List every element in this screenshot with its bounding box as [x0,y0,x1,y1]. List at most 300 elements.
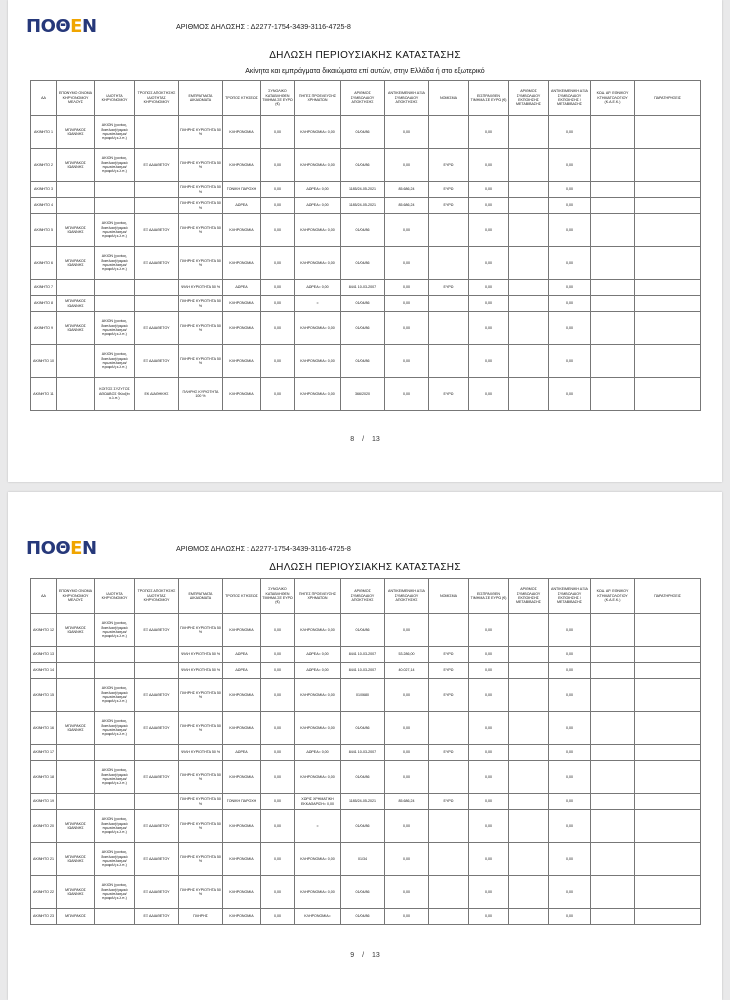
table-row [31,280,701,296]
table-cell: 0,00 [469,149,509,182]
document-page-9 [8,492,722,1000]
table-cell: 53.286,00 [385,647,429,663]
table-cell: ΑΚΙΝΗΤΟ 5 [31,214,57,247]
table-row [31,876,701,909]
table-cell [95,647,135,663]
table-cell: 0,00 [469,909,509,925]
column-header: ΠΑΡΑΤΗΡΗΣΕΙΣ [635,81,701,116]
table-cell: 0,00 [385,843,429,876]
column-header: ΤΡΟΠΟΣ ΚΤΗΣΕΩΣ [223,81,261,116]
table-cell: 0,00 [469,810,509,843]
table-cell: ΠΛΗΡΗΣ ΚΥΡΙΟΤΗΤΑ 50 % [179,794,223,810]
table-cell [135,794,179,810]
table-cell: ΑΚΙΟΝ (γονέας, διαπλοκή/γαμικό πρωτόπλασμα/προφιλή κ.λ.π.) [95,712,135,745]
table-cell: ΚΛΗΡΟΝΟΜΙΑ= 0,00 [295,378,341,411]
table-cell [135,198,179,214]
table-cell: 0,00 [261,810,295,843]
table-cell [635,345,701,378]
table-cell: 0,00 [549,679,591,712]
table-cell [95,909,135,925]
table-cell: ΧΩΡΙΣ ΧΡΗΜΑΤΙΚΗ ΕΚΚΑΘΑΡΙΣΗ= 0,00 [295,794,341,810]
table-cell: ΕΞ ΑΔΙΑΘΕΤΟΥ [135,761,179,794]
table-cell: ΑΚΙΝΗΤΟ 15 [31,679,57,712]
page-number: 9 / 13 [350,952,380,959]
table-cell: 0,00 [261,149,295,182]
table-cell: 0,00 [469,116,509,149]
assets-table [30,578,701,925]
table-cell: ΑΚΙΟΝ (γονέας, διαπλοκή/γαμικό πρωτόπλασμα/προφιλή κ.λ.π.) [95,247,135,280]
table-cell: ΑΚΙΝΗΤΟ 21 [31,843,57,876]
table-cell: 01/04/86 [341,149,385,182]
table-cell: 0,00 [385,712,429,745]
table-cell: ΠΛΗΡΗΣ ΚΥΡΙΟΤΗΤΑ 50 % [179,312,223,345]
column-header: ΕΙΣΠΡΑΧΘΕΝ ΤΙΜΗΜΑ ΣΕ ΕΥΡΩ (€) [469,81,509,116]
table-cell [429,247,469,280]
document-page-8 [8,0,722,482]
table-cell: 0,00 [385,761,429,794]
table-cell: ΚΛΗΡΟΝΟΜΙΑ [223,909,261,925]
table-cell: ΚΛΗΡΟΝΟΜΙΑ [223,712,261,745]
table-cell [635,843,701,876]
table-cell: 0,00 [385,149,429,182]
table-cell [591,280,635,296]
table-cell: ΕΞ ΑΔΙΑΘΕΤΟΥ [135,909,179,925]
table-cell: 01/04/86 [341,116,385,149]
table-cell: 1185/24-05-2021 [341,794,385,810]
table-cell: 0,00 [261,280,295,296]
table-cell: ΚΛΗΡΟΝΟΜΙΑ [223,378,261,411]
table-cell: ΑΚΙΝΗΤΟ 18 [31,761,57,794]
table-cell: 1185/24-05-2021 [341,182,385,198]
table-cell: ΑΚΙΟΝ (γονέας, διαπλοκή/γαμικό πρωτόπλασμα/προφιλή κ.λ.π.) [95,810,135,843]
table-cell: ΕΥΡΩ [429,794,469,810]
table-cell: ΠΛΗΡΗΣ ΚΥΡΙΟΤΗΤΑ 50 % [179,614,223,647]
table-cell [591,843,635,876]
column-header: ΙΔΙΟΤΗΤΑ ΚΗΡΥΟΝΟΜΟΥ [95,81,135,116]
table-cell [591,296,635,312]
table-cell: ΠΛΗΡΗΣ ΚΥΡΙΟΤΗΤΑ 50 % [179,247,223,280]
column-header: ΑΑ [31,81,57,116]
table-row [31,810,701,843]
table-cell [591,116,635,149]
table-cell: ΕΞ ΑΔΙΑΘΕΤΟΥ [135,712,179,745]
table-cell: 0,00 [469,679,509,712]
table-cell: ΑΚΙΟΝ (γονέας, διαπλοκή/γαμικό πρωτόπλασμα/προφιλή κ.λ.π.) [95,614,135,647]
table-cell: 0,00 [549,296,591,312]
table-cell: 0,00 [549,214,591,247]
table-cell: ΕΚ ΔΙΑΘΗΚΗΣ [135,378,179,411]
table-cell [95,296,135,312]
table-cell [509,182,549,198]
table-cell: = [295,296,341,312]
table-cell: 0,00 [469,198,509,214]
table-cell: ΑΚΙΝΗΤΟ 14 [31,663,57,679]
table-cell: ΚΛΗΡΟΝΟΜΙΑ [223,614,261,647]
table-cell: ΚΛΗΡΟΝΟΜΙΑ [223,312,261,345]
table-cell: 0,00 [261,876,295,909]
table-cell: 0,00 [549,663,591,679]
table-cell: 0,00 [549,745,591,761]
table-cell [591,149,635,182]
table-row [31,745,701,761]
table-cell: ΕΥΡΩ [429,149,469,182]
column-header: ΕΠΩΝΥΜΟ ΟΝΟΜΑ ΚΗΡΥΟΝΟΜΟΥ ΜΕΛΟΥΣ [57,579,95,614]
table-cell: ΜΠΛΙΡΑΚΟΣ [57,909,95,925]
table-cell: ΚΛΗΡΟΝΟΜΙΑ= [295,909,341,925]
table-cell [429,876,469,909]
table-cell [635,876,701,909]
table-cell: 85.686,24 [385,182,429,198]
table-cell: ΚΛΗΡΟΝΟΜΙΑ [223,810,261,843]
table-cell: 8441 10-03-2007 [341,647,385,663]
table-cell: 0,00 [549,647,591,663]
table-cell: 0,00 [549,116,591,149]
table-cell: ΑΚΙΟΝ (γονέας, διαπλοκή/γαμικό πρωτόπλασμα/προφιλή κ.λ.π.) [95,345,135,378]
table-cell [57,345,95,378]
table-cell: 0,00 [261,378,295,411]
table-cell [429,810,469,843]
table-cell: ΠΛΗΡΗΣ ΚΥΡΙΟΤΗΤΑ 50 % [179,810,223,843]
table-row [31,663,701,679]
table-cell: ΑΚΙΝΗΤΟ 8 [31,296,57,312]
table-cell [95,198,135,214]
table-cell: 0,00 [385,116,429,149]
table-cell [135,663,179,679]
table-cell: 0,00 [549,614,591,647]
table-cell: 0,00 [261,794,295,810]
table-cell: 0,00 [469,312,509,345]
table-cell [635,614,701,647]
table-row [31,214,701,247]
table-cell: 01/04/86 [341,345,385,378]
table-cell: ΓΟΝΙΚΗ ΠΑΡΟΧΗ [223,182,261,198]
table-row [31,909,701,925]
table-cell: ΚΛΗΡΟΝΟΜΙΑ [223,214,261,247]
table-cell: ΚΛΗΡΟΝΟΜΙΑ [223,116,261,149]
table-cell: 0,00 [261,182,295,198]
table-row [31,378,701,411]
table-cell: ΜΠΛΙΡΑΚΟΣ ΙΩΑΝΝΗΣ [57,614,95,647]
table-cell: 0,00 [549,182,591,198]
table-cell: ΚΛΗΡΟΝΟΜΙΑ= 0,00 [295,679,341,712]
table-cell: ΕΥΡΩ [429,647,469,663]
table-cell: ΜΠΛΙΡΑΚΟΣ ΙΩΑΝΝΗΣ [57,116,95,149]
table-cell: 0,00 [261,712,295,745]
column-header: ΣΥΝΟΛΙΚΟ ΚΑΤΑΒΛΗΘΕΝ ΤΙΜΗΜΑ ΣΕ ΕΥΡΩ (€) [261,579,295,614]
table-cell: ΑΚΙΝΗΤΟ 1 [31,116,57,149]
table-cell: 0,00 [469,663,509,679]
table-cell: 0,00 [469,794,509,810]
table-cell [509,214,549,247]
table-cell [509,810,549,843]
table-cell: 0,00 [261,116,295,149]
table-cell: 01/04/86 [341,876,385,909]
table-cell [591,214,635,247]
table-cell [591,614,635,647]
table-cell [635,116,701,149]
table-cell: ΕΞ ΑΔΙΑΘΕΤΟΥ [135,810,179,843]
table-cell [429,116,469,149]
table-cell: 0,00 [549,345,591,378]
table-cell: 0,00 [261,198,295,214]
table-cell: ΠΛΗΡΗΣ ΚΥΡΙΟΤΗΤΑ 50 % [179,198,223,214]
table-cell: ΑΚΙΝΗΤΟ 16 [31,712,57,745]
table-cell: 01/04/86 [341,247,385,280]
document-title: ΔΗΛΩΣΗ ΠΕΡΙΟΥΣΙΑΚΗΣ ΚΑΤΑΣΤΑΣΗΣ [269,562,461,573]
table-cell: ΕΞ ΑΔΙΑΘΕΤΟΥ [135,247,179,280]
table-cell [635,149,701,182]
table-cell: ΚΛΗΡΟΝΟΜΙΑ [223,761,261,794]
table-cell: ΠΛΗΡΗΣ ΚΥΡΙΟΤΗΤΑ 50 % [179,843,223,876]
table-cell [57,745,95,761]
table-cell: ΑΚΙΟΝ (γονέας, διαπλοκή/γαμικό πρωτόπλασμα/προφιλή κ.λ.π.) [95,761,135,794]
table-cell [57,761,95,794]
table-cell: ΑΚΙΝΗΤΟ 17 [31,745,57,761]
table-cell: ΨΙΛΗ ΚΥΡΙΟΤΗΤΑ 50 % [179,663,223,679]
table-cell: 85.686,24 [385,794,429,810]
table-cell: ΑΚΙΝΗΤΟ 13 [31,647,57,663]
table-cell: ΠΛΗΡΗΣ ΚΥΡΙΟΤΗΤΑ 50 % [179,296,223,312]
table-row [31,312,701,345]
table-cell: ΑΚΙΟΝ (γονέας, διαπλοκή/γαμικό πρωτόπλασμα/προφιλή κ.λ.π.) [95,214,135,247]
table-cell [591,794,635,810]
table-cell: 0,00 [469,745,509,761]
table-cell [429,614,469,647]
table-cell [429,909,469,925]
table-cell [635,794,701,810]
table-cell: 0,00 [469,614,509,647]
table-cell: 8441 10-03-2007 [341,663,385,679]
table-cell [509,247,549,280]
table-cell [635,296,701,312]
table-cell [591,679,635,712]
table-cell: 01/04/86 [341,614,385,647]
column-header: ΑΡΙΘΜΟΣ ΣΥΜΒΟΛΑΙΟΥ ΕΚΠΟΙΗΣΗΣ ΜΕΤΑΒΙΒΑΣΗΣ [509,81,549,116]
table-cell [429,843,469,876]
table-cell [135,182,179,198]
table-cell: ΔΩΡΕΑ= 0,00 [295,198,341,214]
table-cell: ΠΛΗΡΗΣ ΚΥΡΙΟΤΗΤΑ 50 % [179,712,223,745]
document-subtitle: Ακίνητα και εμπράγματα δικαιώματα επί αυτών, στην Ελλάδα ή στο εξωτερικό [245,68,485,75]
table-cell: = [295,810,341,843]
table-cell: ΔΩΡΕΑ= 0,00 [295,745,341,761]
table-cell: 0,00 [549,843,591,876]
table-cell: 0,00 [261,663,295,679]
table-cell: 0,00 [549,794,591,810]
column-header: ΑΑ [31,579,57,614]
table-cell [591,182,635,198]
declaration-number: ΑΡΙΘΜΟΣ ΔΗΛΩΣΗΣ : Δ2277-1754-3439-3116-4725-8 [176,22,351,31]
table-cell: ΕΞ ΑΔΙΑΘΕΤΟΥ [135,149,179,182]
table-cell: 85.686,24 [385,198,429,214]
column-header: ΝΟΜΙΣΜΑ [429,81,469,116]
table-cell [509,312,549,345]
table-cell: 0,00 [385,810,429,843]
table-cell [57,280,95,296]
table-cell [635,663,701,679]
table-cell [635,679,701,712]
table-cell: 0,00 [261,909,295,925]
table-cell: ΑΚΙΝΗΤΟ 6 [31,247,57,280]
table-row [31,345,701,378]
table-cell: ΜΠΛΙΡΑΚΟΣ ΙΩΑΝΝΗΣ [57,214,95,247]
table-row [31,679,701,712]
table-cell: 0,00 [549,312,591,345]
table-cell: ΚΛΗΡΟΝΟΜΙΑ= 0,00 [295,116,341,149]
potheen-logo: ΠΟΘΕΝ [26,16,97,37]
table-cell: 1185/24-05-2021 [341,198,385,214]
table-cell: ΚΛΗΡΟΝΟΜΙΑ= 0,00 [295,214,341,247]
table-cell: 0,00 [469,761,509,794]
table-cell: 8441 10-03-2007 [341,280,385,296]
page-header [26,14,706,38]
table-cell: 0,00 [469,214,509,247]
table-cell [57,794,95,810]
table-cell [429,761,469,794]
table-cell [95,182,135,198]
table-cell [509,296,549,312]
table-cell: 0,00 [549,876,591,909]
table-cell: ΚΛΗΡΟΝΟΜΙΑ= 0,00 [295,876,341,909]
table-cell [57,679,95,712]
table-cell [57,182,95,198]
table-cell [591,378,635,411]
table-cell: 8441 10-03-2007 [341,745,385,761]
table-cell: ΕΞ ΑΔΙΑΘΕΤΟΥ [135,312,179,345]
table-cell: 0,00 [261,745,295,761]
table-row [31,712,701,745]
table-cell [509,378,549,411]
table-cell: ΑΚΙΝΗΤΟ 10 [31,345,57,378]
table-header-row [31,81,701,116]
table-cell: 0,00 [385,378,429,411]
table-cell: ΑΚΙΝΗΤΟ 23 [31,909,57,925]
table-cell: ΠΛΗΡΗΣ ΚΥΡΙΟΤΗΤΑ 50 % [179,679,223,712]
table-cell: 0,00 [385,280,429,296]
table-cell: ΔΩΡΕΑ [223,647,261,663]
table-cell: ΕΞ ΑΔΙΑΘΕΤΟΥ [135,214,179,247]
table-cell [591,247,635,280]
table-cell [591,712,635,745]
table-cell: 0,00 [469,296,509,312]
table-cell: ΚΛΗΡΟΝΟΜΙΑ [223,149,261,182]
table-cell [509,149,549,182]
table-cell [509,712,549,745]
table-cell: ΑΚΙΝΗΤΟ 20 [31,810,57,843]
table-cell: 0,00 [261,312,295,345]
table-cell: 0,00 [469,182,509,198]
table-cell: ΑΚΙΟΝ (γονέας, διαπλοκή/γαμικό πρωτόπλασμα/προφιλή κ.λ.π.) [95,843,135,876]
page-number: 8 / 13 [350,436,380,443]
table-row [31,647,701,663]
column-header: ΚΩΔ. ΑΡ. ΕΘΝΙΚΟΥ ΚΤΗΜΑΤΟΛΟΓΙΟΥ (Κ.Α.Ε.Κ.) [591,579,635,614]
table-cell: ΚΛΗΡΟΝΟΜΙΑ [223,679,261,712]
table-cell: 0,00 [261,843,295,876]
table-cell: 01/04/86 [341,712,385,745]
table-cell [635,280,701,296]
column-header: ΠΑΡΑΤΗΡΗΣΕΙΣ [635,579,701,614]
table-cell: 01/04/86 [341,214,385,247]
table-cell: 0,00 [385,909,429,925]
table-cell: 0,00 [385,679,429,712]
table-cell: ΜΠΛΙΡΑΚΟΣ ΙΩΑΝΝΗΣ [57,876,95,909]
table-cell [635,909,701,925]
column-header: ΑΡΙΘΜΟΣ ΣΥΜΒΟΛΑΙΟΥ ΕΚΠΟΙΗΣΗΣ ΜΕΤΑΒΙΒΑΣΗΣ [509,579,549,614]
table-cell: 0,00 [385,312,429,345]
table-cell: ΕΥΡΩ [429,378,469,411]
table-cell: ΑΚΙΟΝ (γονέας, διαπλοκή/γαμικό πρωτόπλασμα/προφιλή κ.λ.π.) [95,116,135,149]
table-cell: ΑΚΙΟΝ (γονέας, διαπλοκή/γαμικό πρωτόπλασμα/προφιλή κ.λ.π.) [95,312,135,345]
table-cell: 0,00 [261,614,295,647]
table-cell: ΠΛΗΡΗΣ ΚΥΡΙΟΤΗΤΑ 50 % [179,149,223,182]
column-header: ΑΝΤΙΚΕΙΜΕΝΙΚΗ ΑΞΙΑ ΣΥΜΒΟΛΑΙΟΥ ΑΠΟΚΤΗΣΗΣ [385,579,429,614]
table-cell [635,214,701,247]
table-cell: 0,00 [261,761,295,794]
table-cell: ΠΛΗΡΗΣ ΚΥΡΙΟΤΗΤΑ 50 % [179,761,223,794]
column-header: ΕΠΩΝΥΜΟ ΟΝΟΜΑ ΚΗΡΥΟΝΟΜΟΥ ΜΕΛΟΥΣ [57,81,95,116]
table-cell [509,794,549,810]
table-row [31,116,701,149]
column-header: ΕΜΠΡΑΓΜΑΤΑ ΔΙΚΑΙΩΜΑΤΑ [179,81,223,116]
table-cell [591,198,635,214]
table-cell: ΔΩΡΕΑ [223,745,261,761]
table-cell [57,647,95,663]
table-cell [429,296,469,312]
table-cell [635,378,701,411]
table-cell: 0,00 [469,876,509,909]
table-cell [509,909,549,925]
table-cell: 0,00 [261,214,295,247]
table-cell [509,761,549,794]
table-cell: ΠΛΗΡΗΣ ΚΥΡΙΟΤΗΤΑ 100 % [179,378,223,411]
column-header: ΑΝΤΙΚΕΙΜΕΝΙΚΗ ΑΞΙΑ ΣΥΜΒΟΛΑΙΟΥ ΕΚΠΟΙΗΣΗΣ / ΜΕΤΑΒΙΒΑΣΗΣ [549,81,591,116]
table-cell: ΕΞ ΑΔΙΑΘΕΤΟΥ [135,614,179,647]
table-cell: ΚΛΗΡΟΝΟΜΙΑ= 0,00 [295,712,341,745]
table-cell [509,614,549,647]
table-cell [509,198,549,214]
table-cell: 0,00 [549,280,591,296]
table-cell: ΜΠΛΙΡΑΚΟΣ ΙΩΑΝΝΗΣ [57,312,95,345]
table-row [31,149,701,182]
table-cell: 0,00 [549,149,591,182]
table-cell: 01/04/86 [341,312,385,345]
table-cell [135,280,179,296]
table-cell [95,745,135,761]
table-cell [509,679,549,712]
table-cell [509,345,549,378]
table-cell: 0,00 [469,280,509,296]
table-cell: ΚΛΗΡΟΝΟΜΙΑ= 0,00 [295,843,341,876]
table-cell: 0,00 [549,909,591,925]
table-cell [429,712,469,745]
table-cell: ΨΙΛΗ ΚΥΡΙΟΤΗΤΑ 50 % [179,647,223,663]
table-cell: ΔΩΡΕΑ= 0,00 [295,663,341,679]
table-cell: ΜΠΛΙΡΑΚΟΣ ΙΩΑΝΝΗΣ [57,712,95,745]
table-cell [57,198,95,214]
table-cell: ΚΛΗΡΟΝΟΜΙΑ [223,296,261,312]
table-cell [57,378,95,411]
table-cell: ΨΙΛΗ ΚΥΡΙΟΤΗΤΑ 50 % [179,280,223,296]
page-header [26,536,706,560]
table-cell: 366/2020 [341,378,385,411]
table-cell: ΑΚΙΝΗΤΟ 3 [31,182,57,198]
table-cell: ΠΛΗΡΗΣ ΚΥΡΙΟΤΗΤΑ 50 % [179,345,223,378]
column-header: ΙΔΙΟΤΗΤΑ ΚΗΡΥΟΝΟΜΟΥ [95,579,135,614]
table-cell: ΑΚΙΝΗΤΟ 7 [31,280,57,296]
table-cell: 0,00 [385,745,429,761]
table-cell: ΕΥΡΩ [429,182,469,198]
table-row [31,198,701,214]
